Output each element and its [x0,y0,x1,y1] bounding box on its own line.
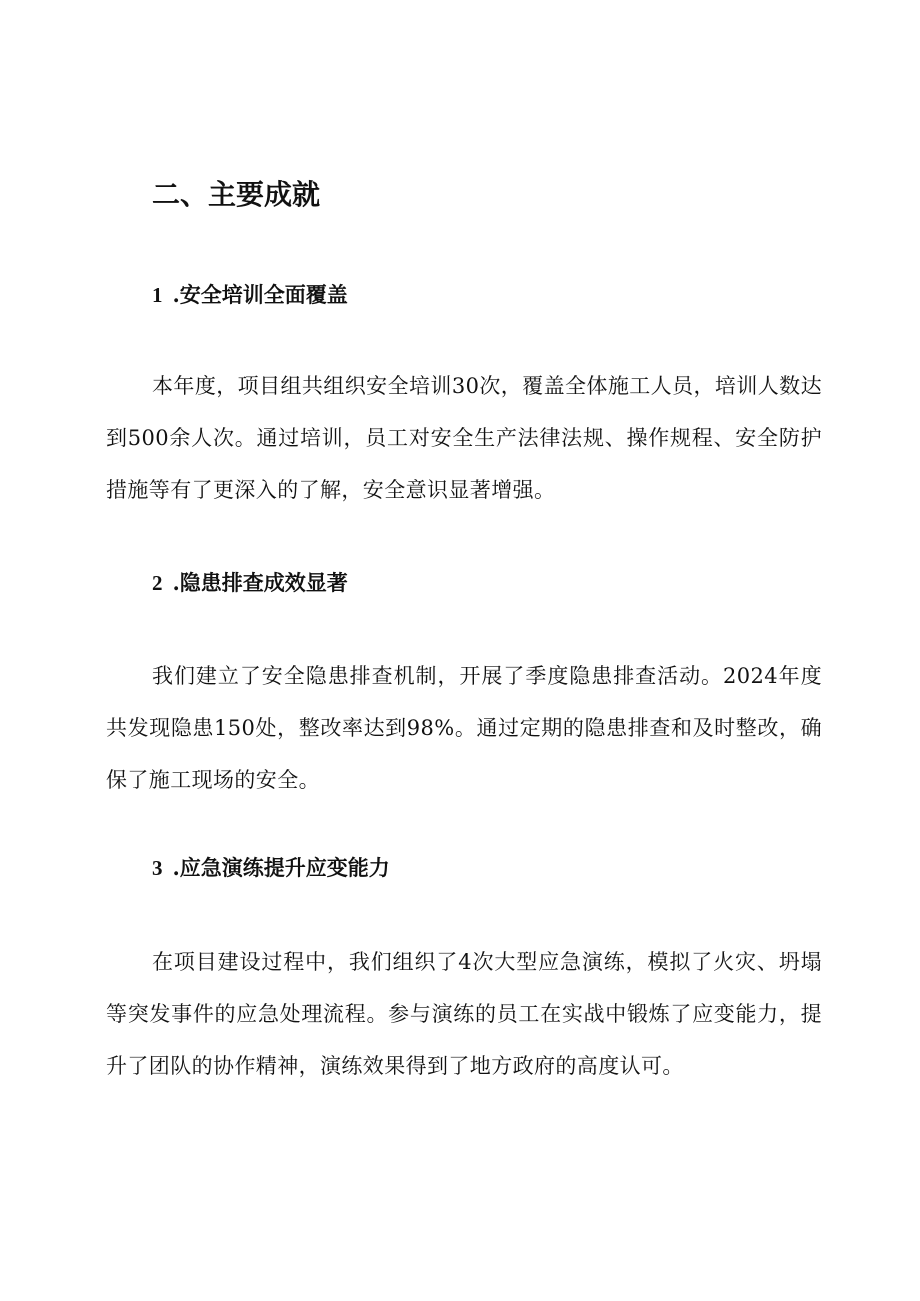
item-2-title: .隐患排查成效显著 [172,570,348,595]
item-2-body: 我们建立了安全隐患排查机制，开展了季度隐患排查活动。2024年度共发现隐患150处，整改率达到98%。通过定期的隐患排查和及时整改，确保了施工现场的安全。 [106,664,822,792]
item-1-body: 本年度，项目组共组织安全培训30次，覆盖全体施工人员，培训人数达到500余人次。通过培训，员工对安全生产法律法规、操作规程、安全防护措施等有了更深入的了解，安全意识显著增强。 [106,374,822,502]
item-3-body: 在项目建设过程中，我们组织了4次大型应急演练，模拟了火灾、坍塌等突发事件的应急处理流程。参与演练的员工在实战中锻炼了应变能力，提升了团队的协作精神，演练效果得到了地方政府的高度认可。 [106,950,822,1078]
item-3-heading [152,853,390,883]
item-1-number: 1 [152,283,163,307]
item-3-title: .应急演练提升应变能力 [172,855,390,880]
item-2-number: 2 [152,571,163,595]
item-1-heading [152,280,348,310]
item-3-number: 3 [152,856,163,880]
item-1-title: .安全培训全面覆盖 [172,282,348,307]
section-title: 二、主要成就 [152,178,321,211]
item-2-heading [152,568,348,598]
